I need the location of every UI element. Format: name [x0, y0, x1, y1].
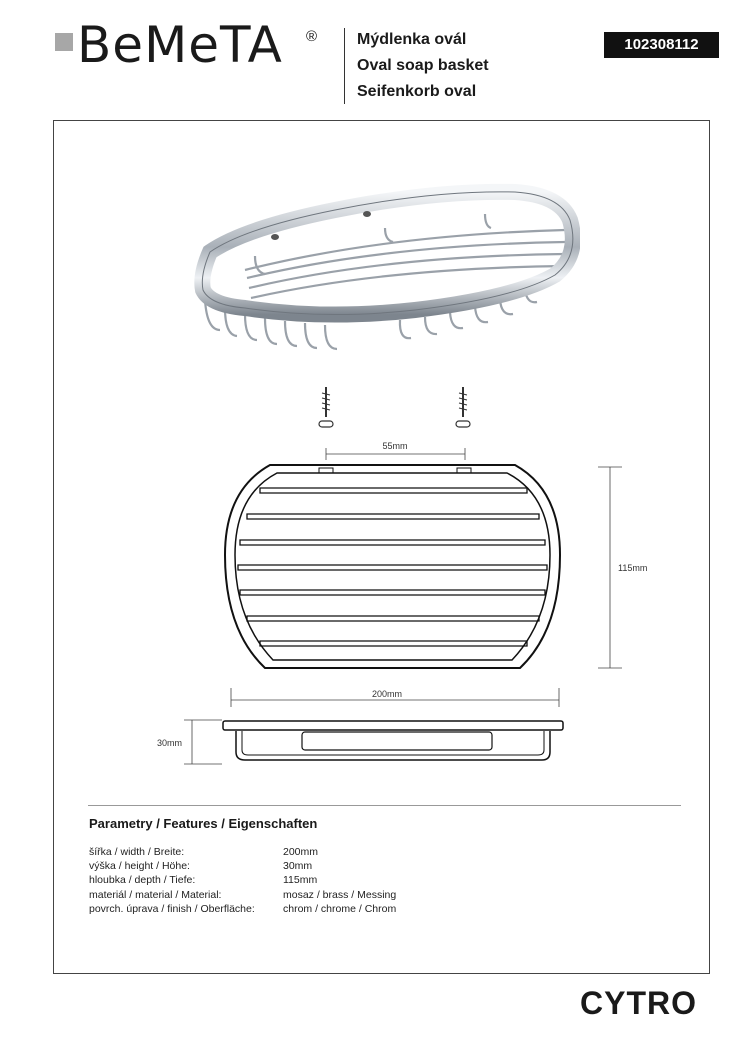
- width-dimension: [225, 685, 570, 710]
- feature-label-material: materiál / material / Material:: [89, 889, 222, 901]
- feature-label-height: výška / height / Höhe:: [89, 860, 190, 872]
- title-english: Oval soap basket: [357, 57, 489, 74]
- top-view-drawing: [215, 440, 665, 680]
- title-german: Seifenkorb oval: [357, 83, 477, 100]
- features-divider: [88, 805, 681, 806]
- basket-rods: [238, 488, 547, 646]
- dim-depth: 115mm: [618, 563, 648, 573]
- side-rail: [223, 721, 563, 730]
- mounting-screws: [310, 385, 485, 435]
- feature-value-depth: 115mm: [283, 874, 318, 886]
- side-view-drawing: [150, 712, 575, 772]
- feature-label-width: šířka / width / Breite:: [89, 846, 185, 858]
- title-czech: Mýdlenka ovál: [357, 31, 467, 48]
- dim-screw-spacing: 55mm: [382, 441, 408, 451]
- dim-width: 200mm: [371, 689, 403, 699]
- feature-label-finish: povrch. úprava / finish / Oberfläche:: [89, 903, 255, 915]
- header-divider: [344, 28, 345, 104]
- feature-label-depth: hloubka / depth / Tiefe:: [89, 874, 196, 886]
- features-heading: Parametry / Features / Eigenschaften: [89, 816, 318, 831]
- feature-value-finish: chrom / chrome / Chrom: [283, 903, 397, 915]
- feature-value-material: mosaz / brass / Messing: [283, 889, 397, 901]
- product-code-badge: 102308112: [604, 32, 719, 58]
- logo-square: [55, 33, 73, 51]
- feature-value-height: 30mm: [283, 860, 313, 872]
- screw-hole-right: [363, 211, 371, 217]
- screw-hole-left: [271, 234, 279, 240]
- dim-height: 30mm: [157, 738, 183, 748]
- brand-logo: BeMeTA: [77, 16, 283, 74]
- registered-mark: ®: [306, 28, 318, 45]
- screw-left: [319, 387, 333, 427]
- product-photo: [185, 180, 580, 355]
- basket-outline: [225, 465, 560, 668]
- series-name: CYTRO: [580, 985, 697, 1021]
- feature-value-width: 200mm: [283, 846, 319, 858]
- screw-right: [456, 387, 470, 427]
